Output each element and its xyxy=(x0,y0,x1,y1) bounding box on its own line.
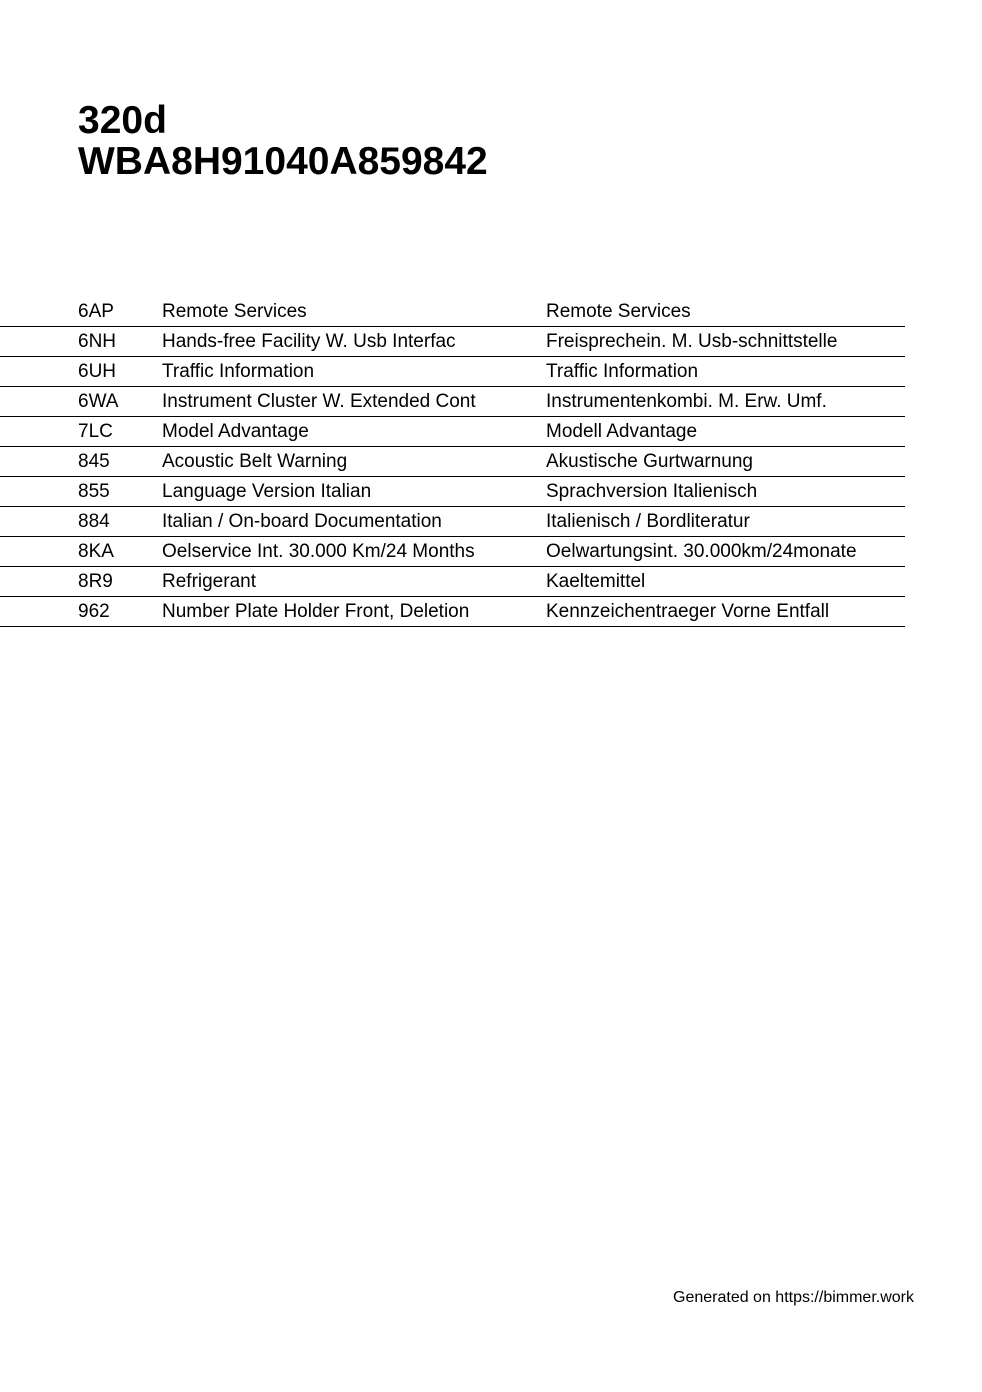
option-description-en: Instrument Cluster W. Extended Cont xyxy=(162,391,476,412)
option-code: 6WA xyxy=(78,391,119,412)
option-code: 845 xyxy=(78,451,110,472)
option-description-de: Oelwartungsint. 30.000km/24monate xyxy=(546,541,857,562)
option-description-en: Remote Services xyxy=(162,301,307,322)
table-row xyxy=(0,417,905,447)
option-description-de: Italienisch / Bordliteratur xyxy=(546,511,750,532)
table-row xyxy=(0,477,905,507)
model-title: 320d xyxy=(78,99,167,142)
option-description-en: Language Version Italian xyxy=(162,481,372,502)
option-code: 6AP xyxy=(78,301,114,322)
table-row xyxy=(0,447,905,477)
table-row xyxy=(0,537,905,567)
option-description-en: Number Plate Holder Front, Deletion xyxy=(162,601,470,622)
option-description-en: Acoustic Belt Warning xyxy=(162,451,348,472)
table-row xyxy=(0,357,905,387)
option-code: 962 xyxy=(78,601,110,622)
option-description-en: Traffic Information xyxy=(162,361,315,382)
option-description-en: Model Advantage xyxy=(162,421,309,442)
option-code: 6UH xyxy=(78,361,117,382)
title-block xyxy=(78,100,488,182)
option-description-de: Kennzeichentraeger Vorne Entfall xyxy=(546,601,830,622)
options-table xyxy=(0,297,905,627)
option-description-de: Remote Services xyxy=(546,301,691,322)
table-row xyxy=(0,567,905,597)
option-code: 8KA xyxy=(78,541,114,562)
option-description-en: Hands-free Facility W. Usb Interfac xyxy=(162,331,456,352)
option-description-en: Oelservice Int. 30.000 Km/24 Months xyxy=(162,541,475,562)
option-description-de: Akustische Gurtwarnung xyxy=(546,451,753,472)
option-code: 6NH xyxy=(78,331,117,352)
option-code: 8R9 xyxy=(78,571,113,592)
option-description-en: Italian / On-board Documentation xyxy=(162,511,442,532)
option-description-de: Sprachversion Italienisch xyxy=(546,481,758,502)
option-description-de: Modell Advantage xyxy=(546,421,698,442)
option-description-en: Refrigerant xyxy=(162,571,256,592)
option-code: 884 xyxy=(78,511,110,532)
footer-generated-note: Generated on https://bimmer.work xyxy=(673,1289,914,1306)
table-row xyxy=(0,297,905,327)
table-row xyxy=(0,327,905,357)
option-description-de: Kaeltemittel xyxy=(546,571,646,592)
table-row xyxy=(0,387,905,417)
table-row xyxy=(0,507,905,537)
option-code: 855 xyxy=(78,481,110,502)
vin-title: WBA8H91040A859842 xyxy=(78,140,488,183)
option-code: 7LC xyxy=(78,421,113,442)
option-description-de: Freisprechein. M. Usb-schnittstelle xyxy=(546,331,838,352)
option-description-de: Instrumentenkombi. M. Erw. Umf. xyxy=(546,391,827,412)
table-row xyxy=(0,597,905,627)
option-description-de: Traffic Information xyxy=(546,361,699,382)
